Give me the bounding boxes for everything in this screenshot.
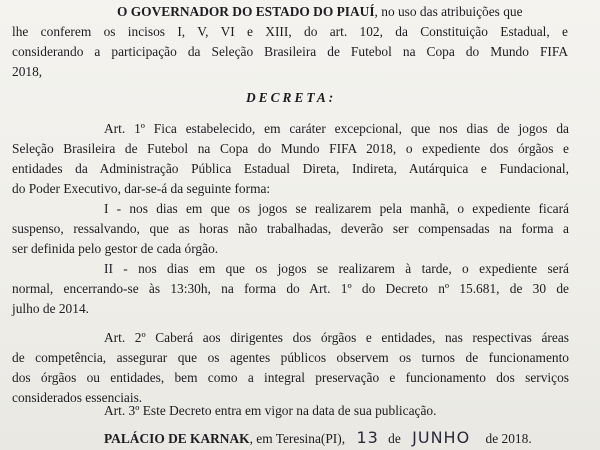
- inciso2-line-3: julho de 2014.: [12, 301, 89, 316]
- preamble-line-1: [117, 2, 600, 22]
- handwritten-day: 13: [356, 428, 379, 447]
- inciso2-line-2: normal, encerrando-se às 13:30h, na forma do Art. 1º do Decreto nº 15.681, de 30 de: [12, 281, 569, 296]
- art2-line-1: Art. 2º Caberá aos dirigentes dos órgãos e entidades, nas respectivas áreas: [104, 330, 569, 345]
- preamble-line-4: 2018,: [12, 64, 43, 79]
- inciso2-line-1: II - nos dias em que os jogos se realizarem à tarde, o expediente será: [104, 261, 569, 276]
- closing-line: [104, 428, 600, 449]
- art1-line-3: entidades da Administração Pública Estadual Direta, Indireta, Autárquica e Fundacional,: [12, 161, 569, 176]
- handwritten-month: JUNHO: [412, 428, 471, 447]
- governor-title: O GOVERNADOR DO ESTADO DO PIAUÍ: [117, 4, 375, 19]
- inciso1-line-3: ser definida pelo gestor de cada órgão.: [12, 241, 219, 256]
- palace-name: PALÁCIO DE KARNAK: [104, 431, 250, 446]
- preamble-line-3: considerando a participação da Seleção Brasileira de Futebol na Copa do Mundo FIFA: [12, 44, 568, 59]
- decreta-heading: DECRETA:: [246, 90, 337, 105]
- art3-line: Art. 3º Este Decreto entra em vigor na data de sua publicação.: [104, 403, 437, 418]
- inciso1-line-2: suspenso, ressalvando, que as horas não trabalhadas, deverão ser compensadas na forma a: [12, 221, 569, 236]
- closing-year: de 2018.: [485, 431, 532, 446]
- art2-line-3: dos órgãos ou entidades, bem como a integral preservação e funcionamento dos serviços: [12, 370, 569, 385]
- art2-line-4: considerados essenciais.: [12, 390, 143, 405]
- closing-de: de: [388, 431, 401, 446]
- art2-line-2: de competência, assegurar que os agentes públicos observem os turnos de funcionamento: [12, 350, 569, 365]
- preamble-line-1-rest: , no uso das atribuições que: [374, 4, 523, 19]
- art1-line-4: do Poder Executivo, dar-se-á da seguinte forma:: [12, 181, 271, 196]
- art1-line-1: Art. 1º Fica estabelecido, em caráter excepcional, que nos dias de jogos da: [104, 121, 569, 136]
- closing-city: , em Teresina(PI),: [249, 431, 346, 446]
- inciso1-line-1: I - nos dias em que os jogos se realizarem pela manhã, o expediente ficará: [104, 201, 569, 216]
- preamble-line-2: lhe conferem os incisos I, V, VI e XIII, do art. 102, da Constituição Estadual, e: [12, 24, 568, 39]
- art1-line-2: Seleção Brasileira de Futebol na Copa do Mundo FIFA 2018, o expediente dos órgãos e: [12, 141, 569, 156]
